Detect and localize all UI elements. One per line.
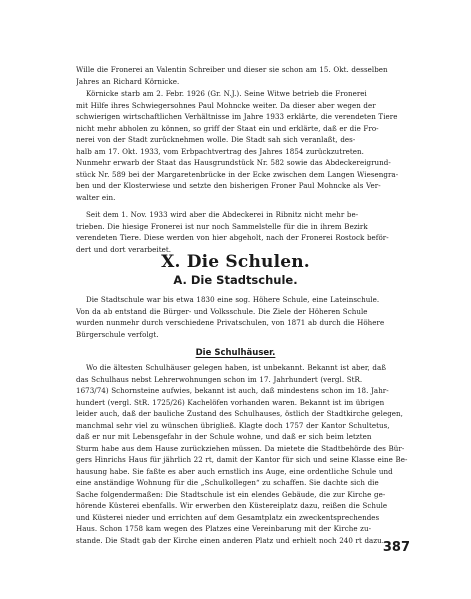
section-heading: A. Die Stadtschule. bbox=[173, 273, 298, 287]
text-line: eine anständige Wohnung für die „Schulkollegen“ zu schaffen. Sie dachte sich die bbox=[76, 478, 379, 487]
text-line: Haus. Schon 1758 kam wegen des Platzes eine Vereinbarung mit der Kirche zu- bbox=[76, 524, 372, 533]
text-line: walter ein. bbox=[76, 192, 116, 202]
text-line: Bürgerschule verfolgt. bbox=[76, 329, 159, 339]
text-line: Von da ab entstand die Bürger- und Volksschule. Die Ziele der Höheren Schule bbox=[76, 306, 368, 316]
subsection-heading: Die Schulhäuser. bbox=[195, 348, 276, 358]
text-line: Sturm habe aus dem Hause zurückziehen müssen. Da mietete die Stadtbehörde des Bür- bbox=[76, 443, 405, 453]
text-line: leider auch, daß der bauliche Zustand des Schulhauses, östlich der Stadtkirche gelegen, bbox=[76, 409, 403, 418]
text-line: schwierigen wirtschaftlichen Verhältnisse im Jahre 1933 erklärte, die verendeten Tiere bbox=[76, 112, 398, 121]
text-line: Wille die Fronerei an Valentin Schreiber und dieser sie schon am 15. Okt. desselben bbox=[76, 65, 388, 74]
text-line: Seit dem 1. Nov. 1933 wird aber die Abdeckerei in Ribnitz nicht mehr be- bbox=[86, 210, 359, 219]
paragraph-5 bbox=[76, 362, 408, 546]
text-line: hörende Küsterei ebenfalls. Wir erwerben den Küstereiplatz dazu, reißen die Schule bbox=[76, 501, 388, 510]
text-line: nerei von der Stadt zurücknehmen wolle. Die Stadt sah sich veranlaßt, des- bbox=[76, 135, 356, 144]
text-line: trieben. Die hiesige Fronerei ist nur noch Sammelstelle für die in ihrem Bezirk bbox=[76, 221, 368, 231]
paragraph-2 bbox=[76, 88, 408, 203]
paragraph-3 bbox=[76, 209, 408, 255]
paragraph-1 bbox=[76, 64, 408, 87]
text-line: Nunmehr erwarb der Staat das Hausgrundstück Nr. 582 sowie das Abdeckereigrund- bbox=[76, 158, 391, 167]
page-number: 387 bbox=[382, 540, 410, 555]
text-line: manchmal sehr viel zu wünschen übrigließ. Klagte doch 1757 der Kantor Schultetus, bbox=[76, 420, 390, 430]
text-line: Körnicke starb am 2. Febr. 1926 (Gr. N.J.). Seine Witwe betrieb die Fronerei bbox=[86, 89, 367, 98]
text-line: mit Hilfe ihres Schwiegersohnes Paul Mohncke weiter. Da dieser aber wegen der bbox=[76, 100, 376, 110]
text-line: und Küsterei nieder und errichten auf dem Gesamtplatz ein zweckentsprechendes bbox=[76, 512, 380, 522]
text-line: Die Stadtschule war bis etwa 1830 eine sog. Höhere Schule, eine Lateinschule. bbox=[86, 295, 380, 304]
text-line: hundert (vergl. StR. 1725/26) Kachelöfen vorhanden waren. Bekannt ist im übrigen bbox=[76, 397, 385, 407]
text-line: stück Nr. 589 bei der Margaretenbrücke in der Ecke zwischen dem Langen Wiesengra- bbox=[76, 169, 399, 179]
text-line: ben und der Klosterwiese und setzte den bisherigen Froner Paul Mohncke als Ver- bbox=[76, 181, 381, 190]
text-line: das Schulhaus nebst Lehrerwohnungen schon im 17. Jahrhundert (vergl. StR. bbox=[76, 374, 363, 384]
text-line: stande. Die Stadt gab der Kirche einen anderen Platz und erhielt noch 240 rt dazu. bbox=[76, 535, 385, 545]
text-line: 1673/74) Schornsteine aufwies, bekannt ist auch, daß mindestens schon im 18. Jahr- bbox=[76, 386, 389, 395]
text-line: wurden nunmehr durch verschiedene Privatschulen, von 1871 ab durch die Höhere bbox=[76, 318, 385, 327]
text-line: daß er nur mit Lebensgefahr in der Schule wohne, und daß er sich beim letzten bbox=[76, 432, 372, 441]
text-line: Jahres an Richard Körnicke. bbox=[76, 76, 180, 86]
text-line: Wo die ältesten Schulhäuser gelegen haben, ist unbekannt. Bekannt ist aber, daß bbox=[86, 363, 387, 372]
text-line: gers Hinrichs Haus für jährlich 22 rt, damit der Kantor für sich und seine Klasse eine Be- bbox=[76, 455, 408, 464]
paragraph-4 bbox=[76, 294, 408, 340]
text-line: nicht mehr abholen zu können, so griff der Staat ein und erklärte, daß er die Fro- bbox=[76, 123, 379, 133]
text-line: dert und dort verarbeitet. bbox=[76, 244, 172, 254]
text-line: verendeten Tiere. Diese werden von hier abgeholt, nach der Fronerei Rostock beför- bbox=[76, 233, 389, 242]
text-line: Sache folgendermaßen: Die Stadtschule ist ein elendes Gebäude, die zur Kirche ge- bbox=[76, 489, 386, 499]
text-line: halb am 17. Okt. 1933, vom Erbpachtvertrag des Jahres 1854 zurückzutreten. bbox=[76, 146, 364, 156]
text-line: hausung habe. Sie faßte es aber auch ernstlich ins Auge, eine ordentliche Schule und bbox=[76, 466, 393, 476]
chapter-heading: X. Die Schulen. bbox=[161, 252, 310, 272]
